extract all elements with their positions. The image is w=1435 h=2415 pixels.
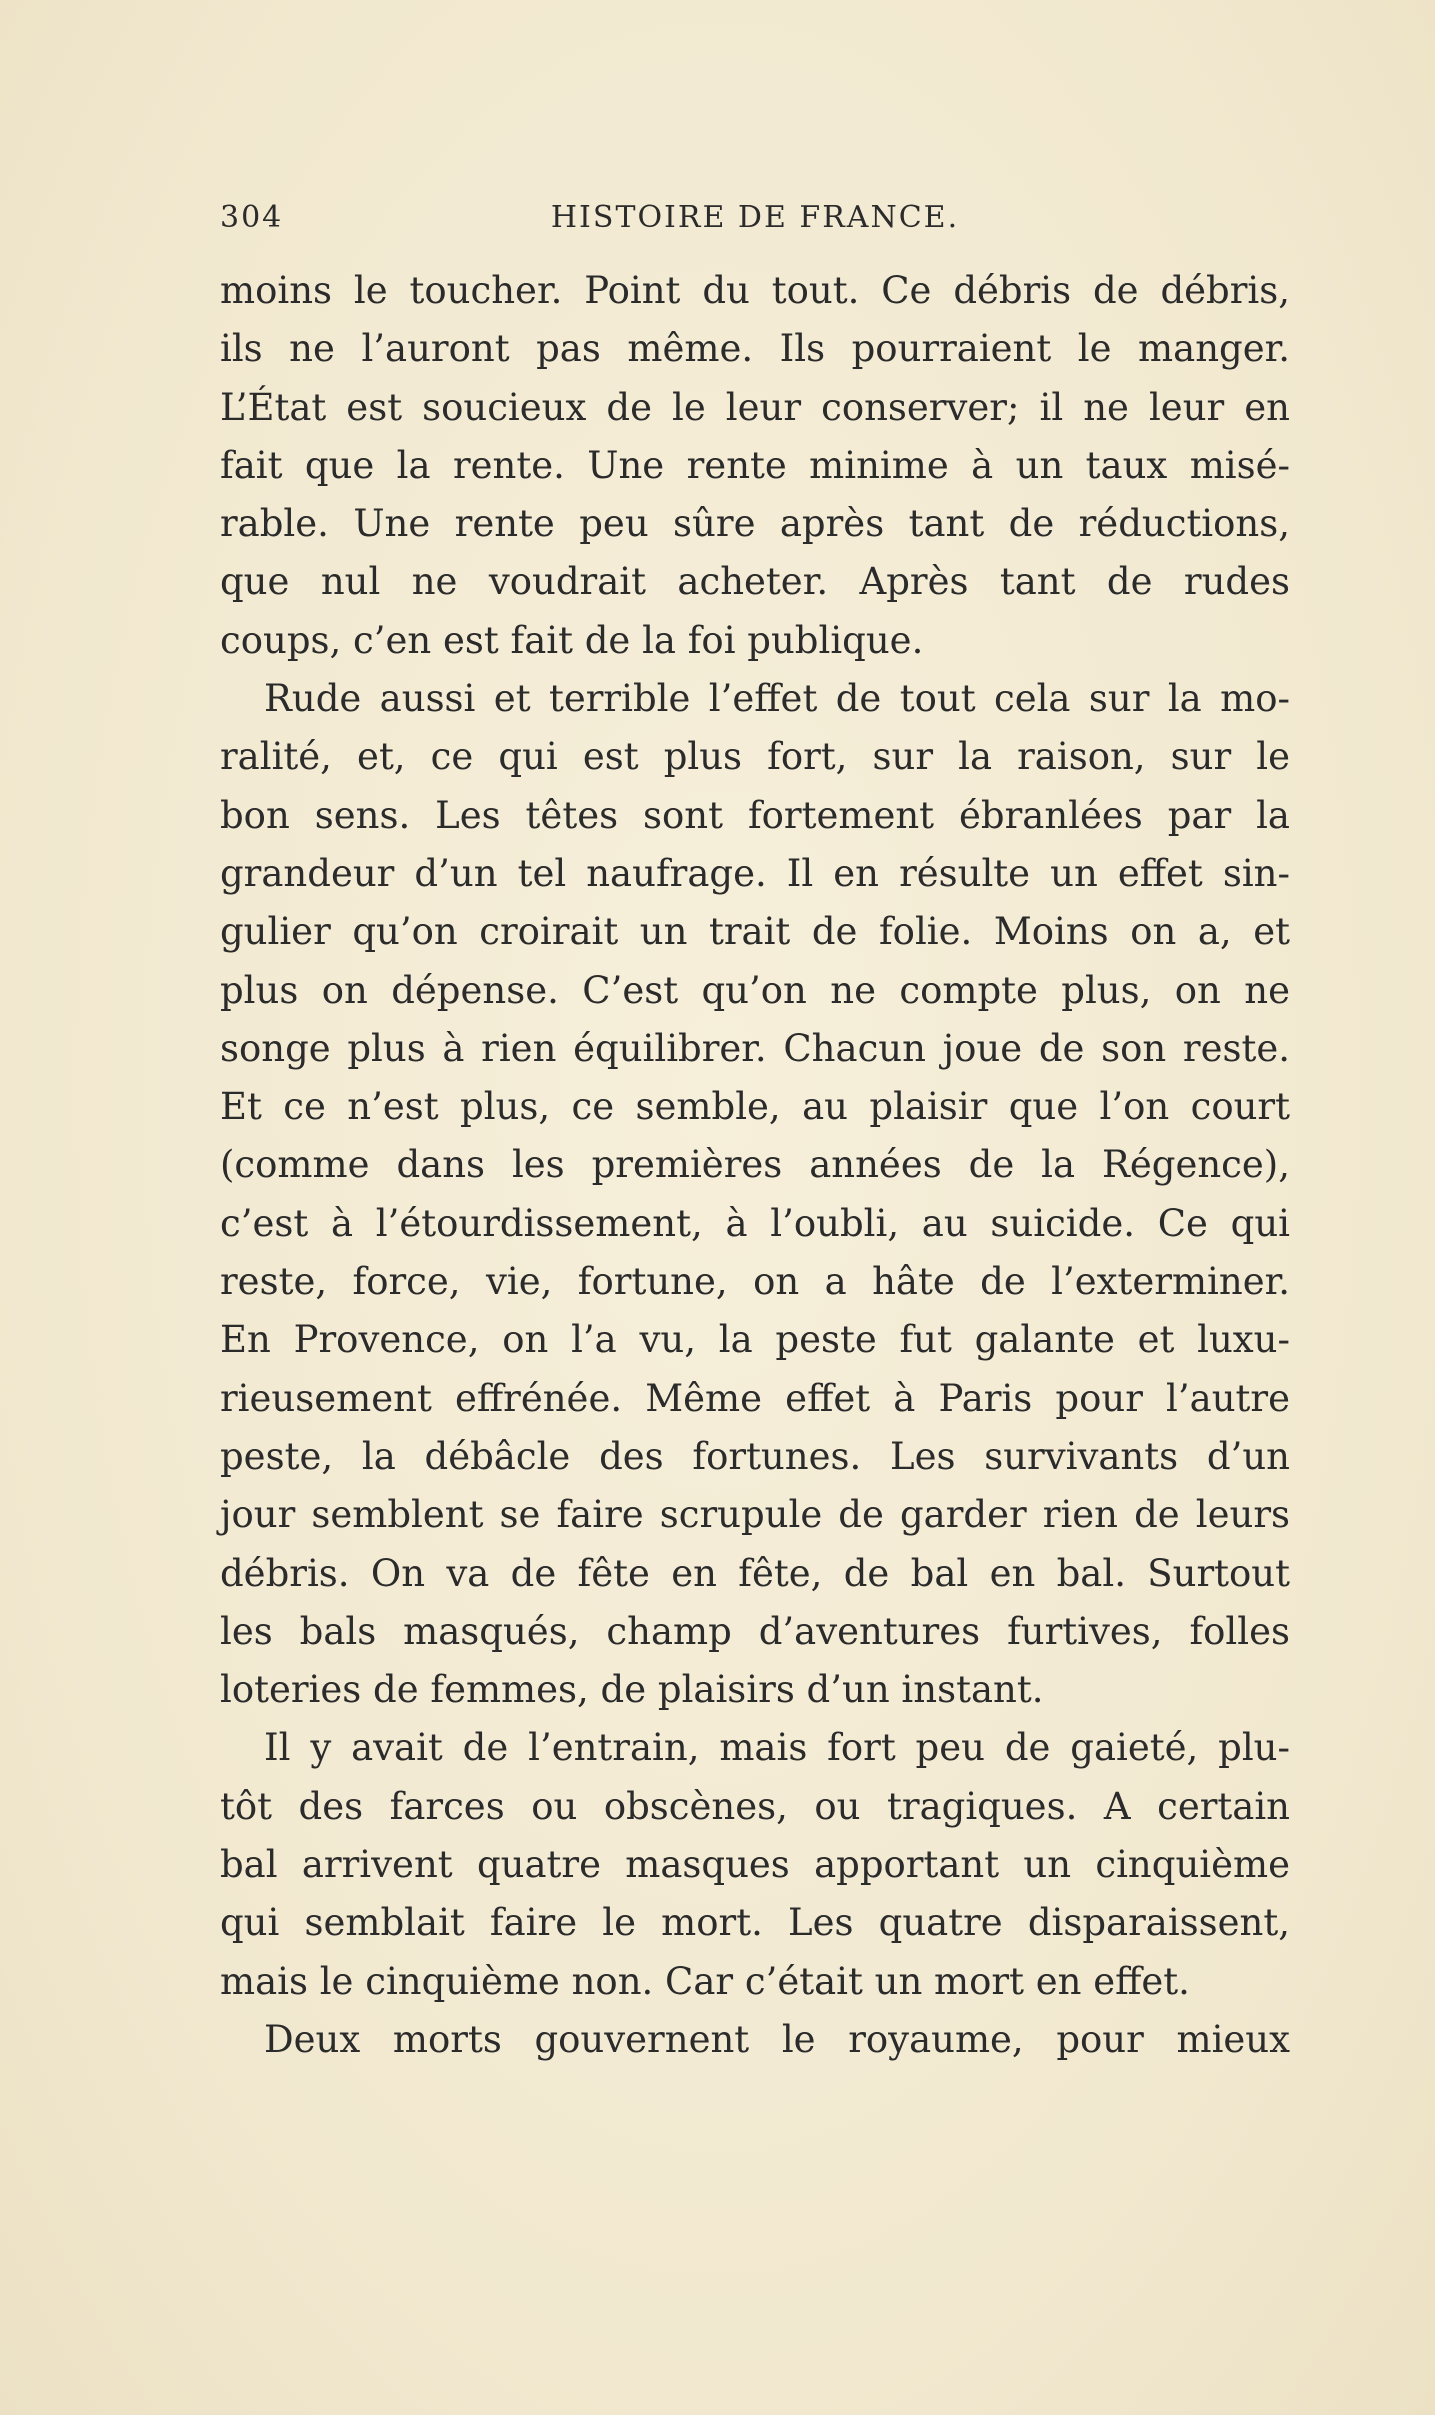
text-line: bon sens. Les têtes sont fortement ébranlées par la [220,793,1290,837]
text-line: peste, la débâcle des fortunes. Les survivants d’un [220,1434,1290,1478]
text-line: coups, c’en est fait de la foi publique. [220,618,924,662]
text-line: fait que la rente. Une rente minime à un taux misé- [220,443,1290,487]
text-line: loteries de femmes, de plaisirs d’un instant. [220,1668,1044,1712]
text-line: rieusement effrénée. Même effet à Paris pour l’autre [220,1376,1290,1420]
text-line: Deux morts gouvernent le royaume, pour mieux [264,2017,1290,2061]
text-line: ralité, et, ce qui est plus fort, sur la raison, sur le [220,735,1290,779]
text-line: songe plus à rien équilibrer. Chacun joue de son reste. [220,1026,1290,1070]
text-line: En Provence, on l’a vu, la peste fut galante et luxu- [220,1318,1290,1362]
text-line: les bals masqués, champ d’aventures furtives, folles [220,1609,1290,1653]
text-line: rable. Une rente peu sûre après tant de réductions, [220,502,1290,546]
text-line: bal arrivent quatre masques apportant un cinquième [220,1843,1290,1887]
text-line: L’État est soucieux de le leur conserver; il ne leur en [220,385,1290,429]
text-line: tôt des farces ou obscènes, ou tragiques. A certain [220,1784,1290,1828]
text-line: Il y avait de l’entrain, mais fort peu de gaieté, plu- [264,1726,1290,1770]
body-text [220,262,1290,2069]
text-line: que nul ne voudrait acheter. Après tant de rudes [220,560,1290,604]
text-line: c’est à l’étourdissement, à l’oubli, au suicide. Ce qui [220,1201,1290,1245]
text-line: Et ce n’est plus, ce semble, au plaisir que l’on court [220,1085,1290,1129]
text-line: gulier qu’on croirait un trait de folie. Moins on a, et [220,910,1290,954]
text-line: qui semblait faire le mort. Les quatre disparaissent, [220,1901,1290,1945]
text-line: plus on dépense. C’est qu’on ne compte plus, on ne [220,968,1290,1012]
text-line: mais le cinquième non. Car c’était un mort en effet. [220,1959,1190,2003]
text-line: grandeur d’un tel naufrage. Il en résulte un effet sin- [220,851,1290,895]
text-line: reste, force, vie, fortune, on a hâte de l’exterminer. [220,1260,1290,1304]
text-line: jour semblent se faire scrupule de garder rien de leurs [220,1493,1290,1537]
text-line: débris. On va de fête en fête, de bal en bal. Surtout [220,1551,1290,1595]
text-line: moins le toucher. Point du tout. Ce débris de débris, [220,269,1290,312]
text-line: Rude aussi et terrible l’effet de tout cela sur la mo- [264,677,1290,721]
page-number: 304 [220,200,284,235]
text-line: (comme dans les premières années de la Régence), [220,1143,1290,1187]
text-line: ils ne l’auront pas même. Ils pourraient le manger. [220,327,1290,371]
page-header [220,200,1290,240]
running-title: HISTOIRE DE FRANCE. [550,200,960,235]
